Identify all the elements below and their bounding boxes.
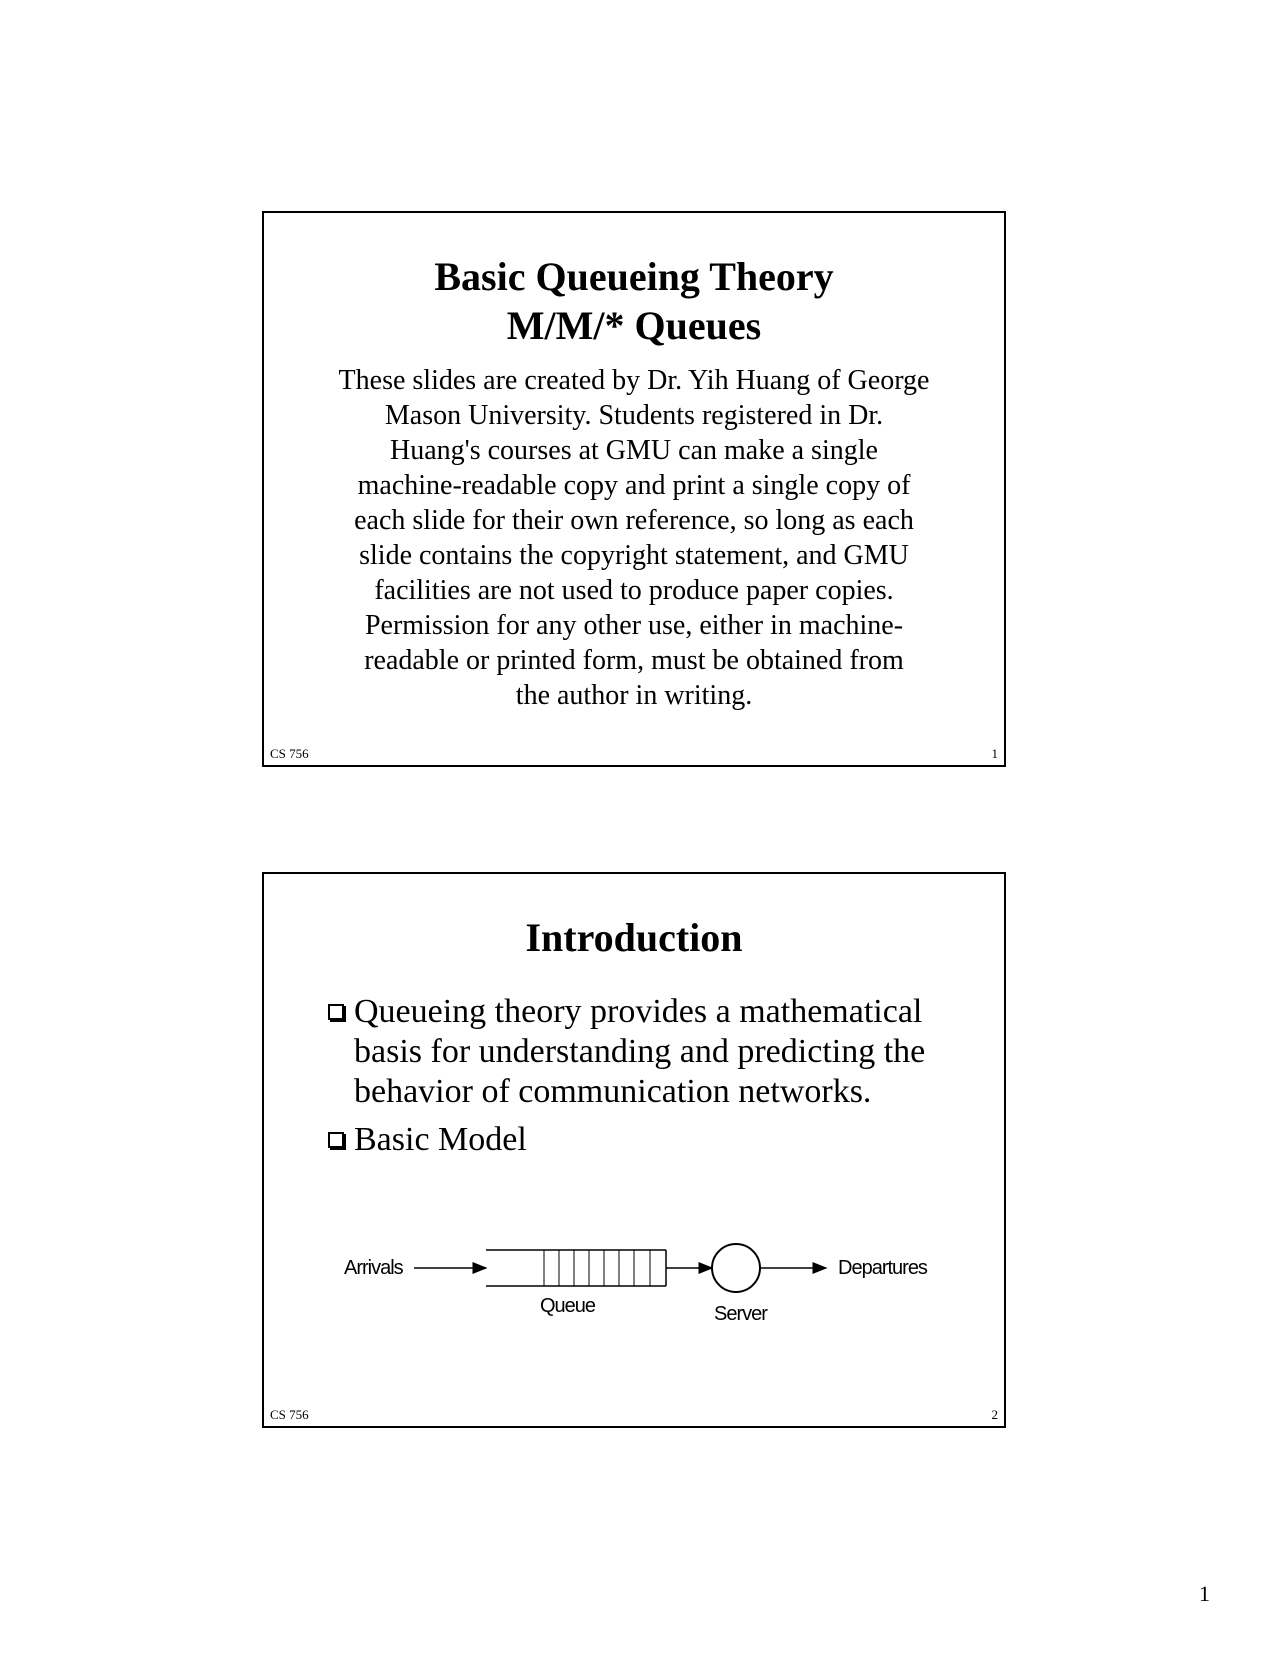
slide-2 xyxy=(262,872,1006,1428)
bullet-list xyxy=(326,992,946,1168)
slide-1-number: 1 xyxy=(991,746,998,761)
server-label: Server xyxy=(714,1303,767,1325)
queue-label: Queue xyxy=(540,1295,596,1317)
queue-model-diagram xyxy=(264,1234,1004,1344)
bullet-text: Queueing theory provides a mathematical basis for understanding and predicting the behavior of communication networks. xyxy=(354,993,926,1110)
slide-1-subtitle: M/M/* Queues xyxy=(506,303,762,348)
copyright-statement xyxy=(324,363,944,713)
copyright-line: each slide for their own reference, so long as each xyxy=(354,505,914,536)
slide-2-course-label: CS 756 xyxy=(270,1407,309,1422)
bullet-text: Basic Model xyxy=(354,1121,527,1158)
checkbox-bullet-icon xyxy=(328,1132,344,1148)
copyright-line: readable or printed form, must be obtained from xyxy=(364,645,904,676)
copyright-line: the author in writing. xyxy=(515,680,753,711)
copyright-line: machine-readable copy and print a single copy of xyxy=(357,470,911,501)
departures-label: Departures xyxy=(838,1257,927,1279)
page-number: 1 xyxy=(1199,1581,1210,1606)
slide-2-number: 2 xyxy=(991,1407,998,1422)
slide-1 xyxy=(262,211,1006,767)
bullet-item xyxy=(326,992,946,1112)
bullet-item xyxy=(326,1120,946,1160)
slide-1-course-label: CS 756 xyxy=(270,746,309,761)
copyright-line: Huang's courses at GMU can make a single xyxy=(390,435,878,466)
queue-buffer xyxy=(486,1250,666,1286)
server-circle xyxy=(712,1244,760,1292)
checkbox-bullet-icon xyxy=(328,1004,344,1020)
copyright-line: Permission for any other use, either in machine- xyxy=(364,610,904,641)
copyright-line: Mason University. Students registered in Dr. xyxy=(384,400,884,431)
slide-1-title: Basic Queueing Theory xyxy=(434,254,834,299)
copyright-line: facilities are not used to produce paper copies. xyxy=(374,575,894,606)
copyright-line: These slides are created by Dr. Yih Huang of George xyxy=(338,365,930,396)
slide-2-title: Introduction xyxy=(525,915,743,960)
arrivals-label: Arrivals xyxy=(344,1257,403,1279)
copyright-line: slide contains the copyright statement, and GMU xyxy=(359,540,909,571)
